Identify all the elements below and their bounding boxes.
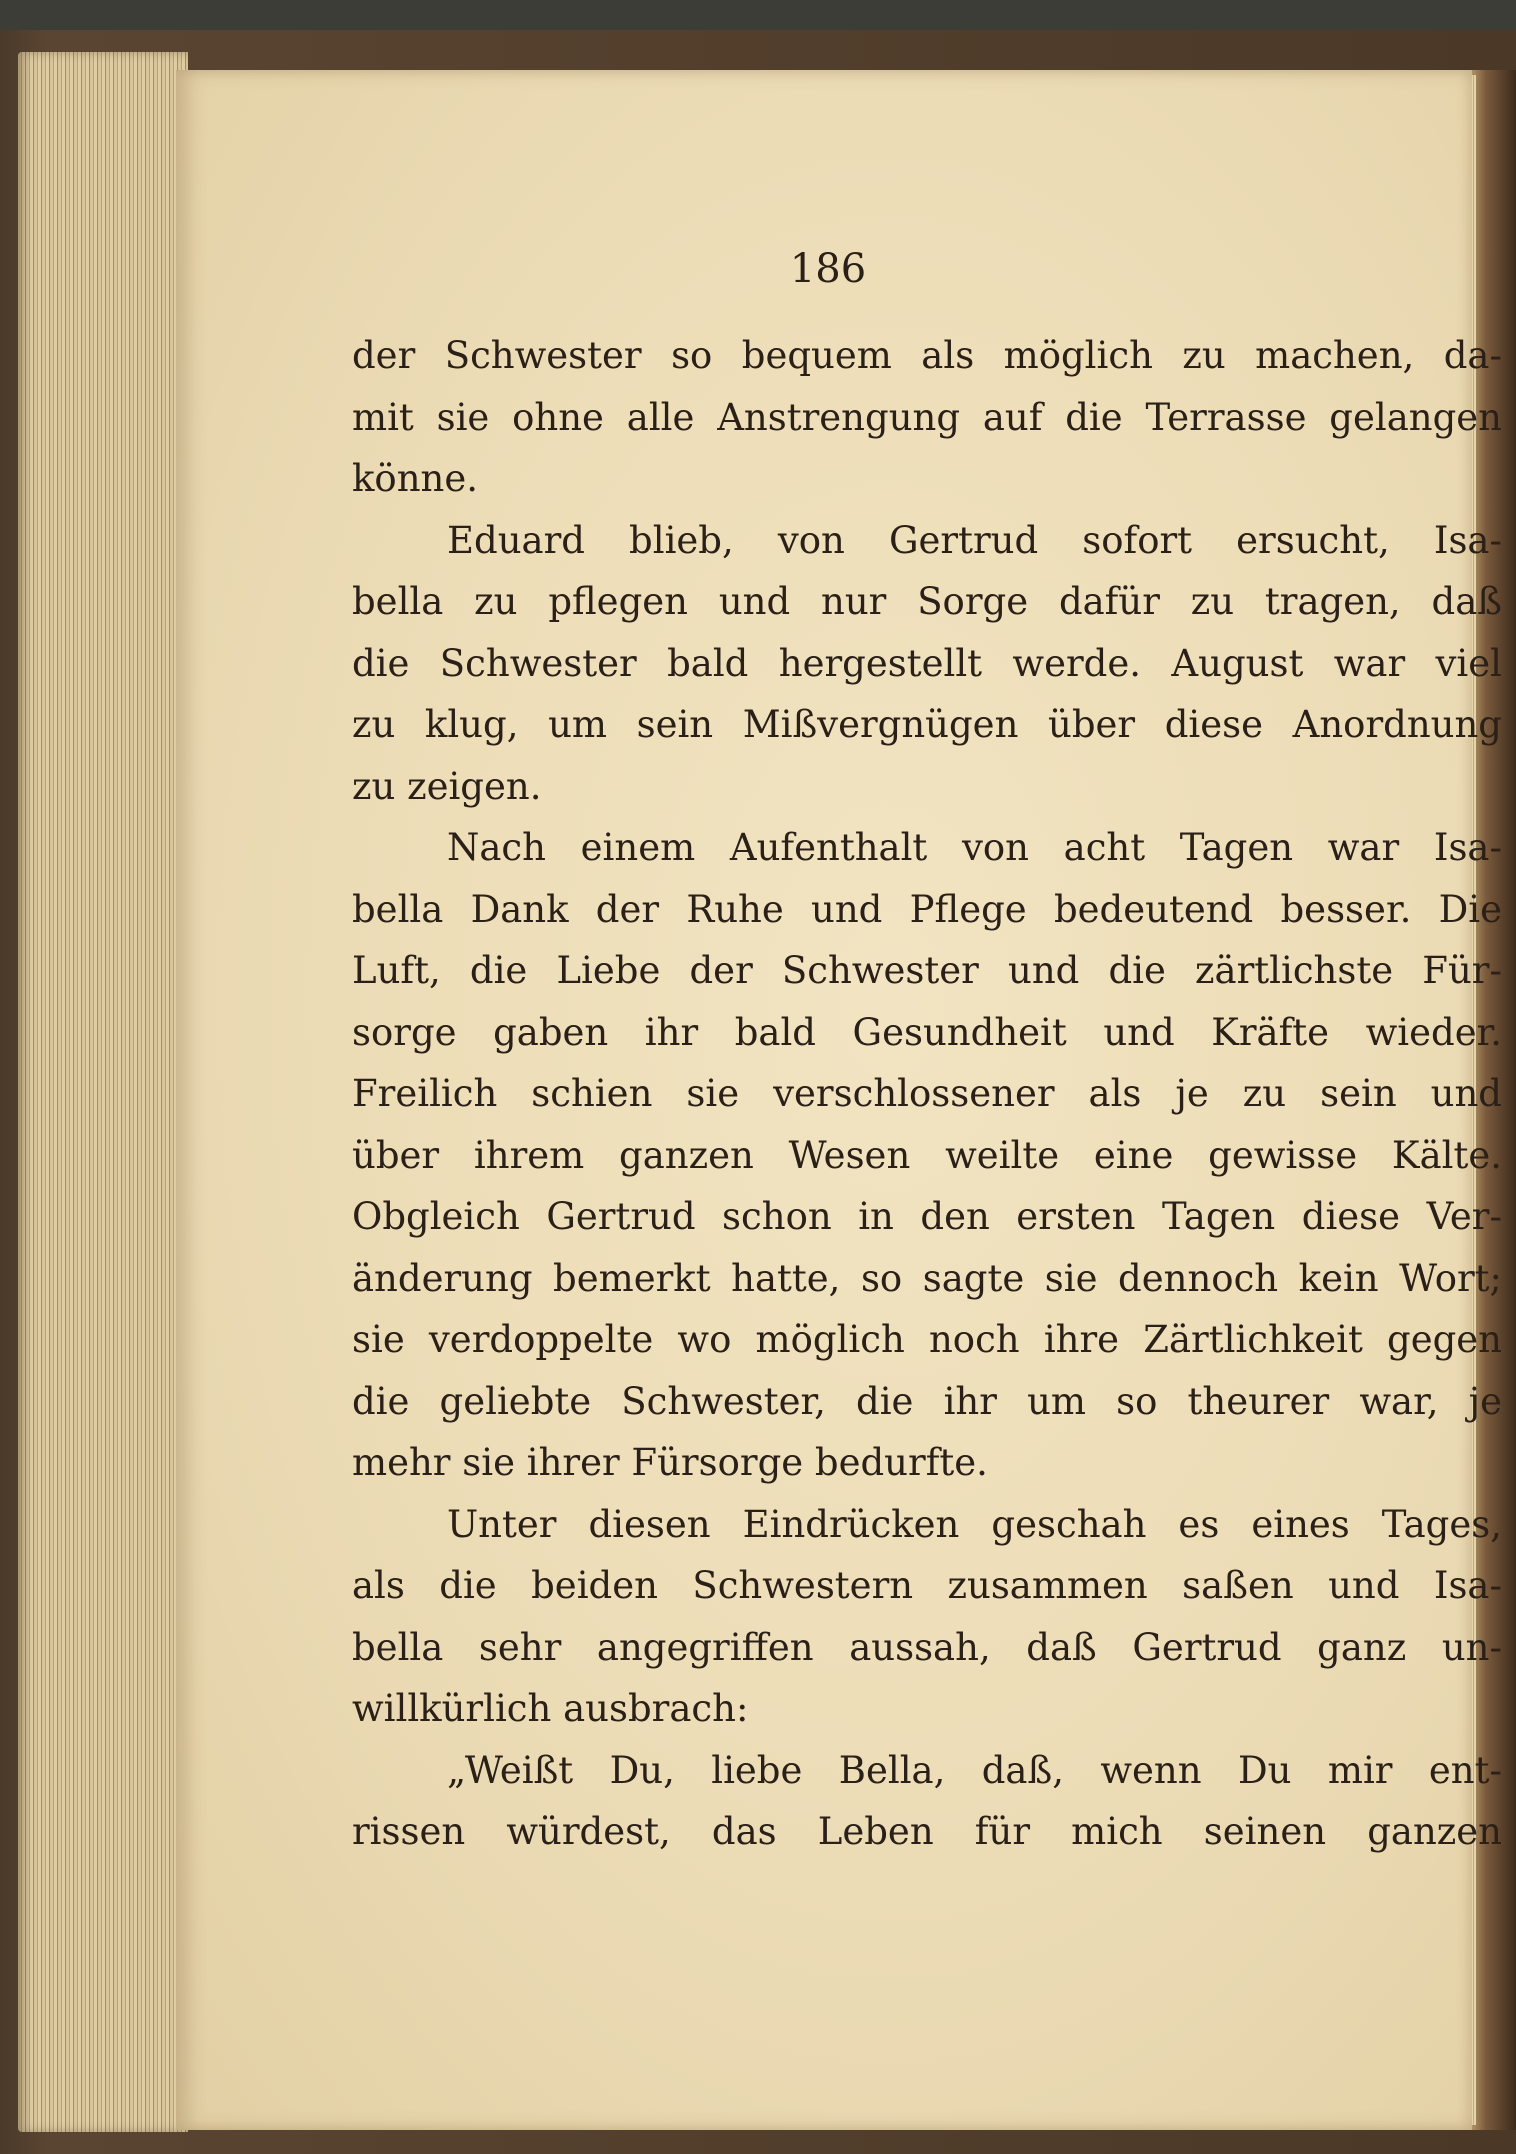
book-page xyxy=(176,70,1502,2130)
text-line: mit sie ohne alle Anstrengung auf die Terrasse gelangen xyxy=(352,395,1502,439)
page-number: 186 xyxy=(789,246,867,292)
text-line: mehr sie ihrer Fürsorge bedurfte. xyxy=(352,1441,988,1484)
text-line: Obgleich Gertrud schon in den ersten Tagen diese Ver- xyxy=(352,1195,1502,1238)
text-line: Luft, die Liebe der Schwester und die zärtlichste Für- xyxy=(352,949,1502,992)
text-line: zu zeigen. xyxy=(352,764,542,808)
text-line: willkürlich ausbrach: xyxy=(352,1687,749,1730)
text-line: Freilich schien sie verschlossener als je zu sein und xyxy=(352,1072,1502,1115)
text-line: sie verdoppelte wo möglich noch ihre Zärtlichkeit gegen xyxy=(352,1318,1502,1361)
page-text xyxy=(352,325,1502,1863)
text-line: zu klug, um sein Mißvergnügen über diese Anordnung xyxy=(352,703,1502,746)
text-line: Unter diesen Eindrücken geschah es eines Tages, xyxy=(447,1502,1502,1546)
text-line: rissen würdest, das Leben für mich seinen ganzen xyxy=(352,1810,1502,1853)
text-line: der Schwester so bequem als möglich zu machen, da- xyxy=(352,334,1502,377)
text-line: sorge gaben ihr bald Gesundheit und Kräfte wieder. xyxy=(352,1010,1502,1054)
text-line: änderung bemerkt hatte, so sagte sie dennoch kein Wort; xyxy=(352,1256,1502,1300)
text-line: Nach einem Aufenthalt von acht Tagen war Isa- xyxy=(447,826,1502,869)
text-line: die Schwester bald hergestellt werde. August war viel xyxy=(352,641,1502,685)
page-edges-left xyxy=(18,52,188,2132)
text-line: bella Dank der Ruhe und Pflege bedeutend besser. Die xyxy=(352,887,1502,931)
text-line: „Weißt Du, liebe Bella, daß, wenn Du mir ent- xyxy=(447,1748,1502,1792)
text-line: bella zu pflegen und nur Sorge dafür zu tragen, daß xyxy=(352,580,1502,623)
text-line: über ihrem ganzen Wesen weilte eine gewisse Kälte. xyxy=(352,1133,1502,1177)
text-line: könne. xyxy=(352,457,479,500)
text-line: bella sehr angegriffen aussah, daß Gertrud ganz un- xyxy=(352,1625,1502,1669)
text-line: Eduard blieb, von Gertrud sofort ersucht, Isa- xyxy=(447,518,1502,562)
text-line: die geliebte Schwester, die ihr um so theurer war, je xyxy=(352,1379,1502,1423)
text-line: als die beiden Schwestern zusammen saßen und Isa- xyxy=(352,1564,1502,1607)
